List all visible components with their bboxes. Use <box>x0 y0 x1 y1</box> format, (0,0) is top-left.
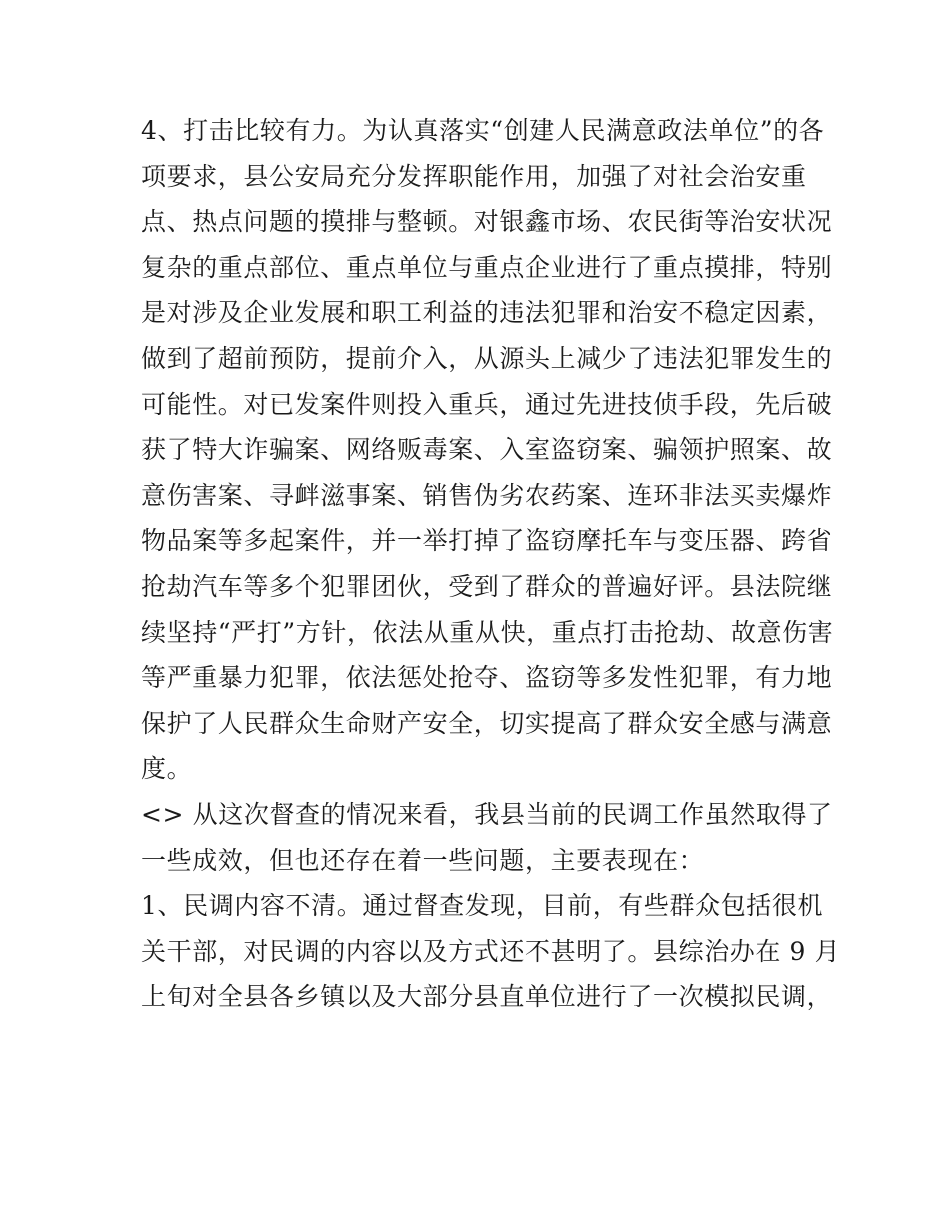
text-line: 抢劫汽车等多个犯罪团伙，受到了群众的普遍好评。县法院继 <box>141 571 833 601</box>
body-text <box>141 108 841 1020</box>
text-line: 物品案等多起案件，并一举打掉了盗窃摩托车与变压器、跨省 <box>141 526 833 556</box>
text-line: 复杂的重点部位、重点单位与重点企业进行了重点摸排，特别 <box>141 252 833 282</box>
text-line: 可能性。对已发案件则投入重兵，通过先进技侦手段，先后破 <box>141 389 833 419</box>
text-line: 等严重暴力犯罪，依法惩处抢夺、盗窃等多发性犯罪，有力地 <box>141 663 833 693</box>
text-line: 续坚持“严打”方针，依法从重从快，重点打击抢劫、故意伤害 <box>141 617 834 647</box>
text-line: <> 从这次督查的情况来看，我县当前的民调工作虽然取得了 <box>141 799 833 829</box>
text-line: 项要求，县公安局充分发挥职能作用，加强了对社会治安重 <box>141 161 807 191</box>
text-line: 一些成效，但也还存在着一些问题，主要表现在： <box>141 845 705 875</box>
text-line: 关干部，对民调的内容以及方式还不甚明了。县综治办在 9 月 <box>141 936 841 966</box>
text-line: 做到了超前预防，提前介入，从源头上减少了违法犯罪发生的 <box>141 343 833 373</box>
text-line: 意伤害案、寻衅滋事案、销售伪劣农药案、连环非法买卖爆炸 <box>141 480 833 510</box>
text-line: 点、热点问题的摸排与整顿。对银鑫市场、农民街等治安状况 <box>141 207 833 237</box>
text-line: 上旬对全县各乡镇以及大部分县直单位进行了一次模拟民调， <box>141 982 833 1012</box>
text-line: 1、民调内容不清。通过督查发现，目前，有些群众包括很机 <box>141 891 824 921</box>
text-line: 是对涉及企业发展和职工利益的违法犯罪和治安不稳定因素， <box>141 298 833 328</box>
text-line: 保护了人民群众生命财产安全，切实提高了群众安全感与满意 <box>141 708 833 738</box>
text-line: 度。 <box>141 754 193 784</box>
text-line: 4、打击比较有力。为认真落实“创建人民满意政法单位”的各 <box>141 116 825 145</box>
text-line: 获了特大诈骗案、网络贩毒案、入室盗窃案、骗领护照案、故 <box>141 435 833 465</box>
